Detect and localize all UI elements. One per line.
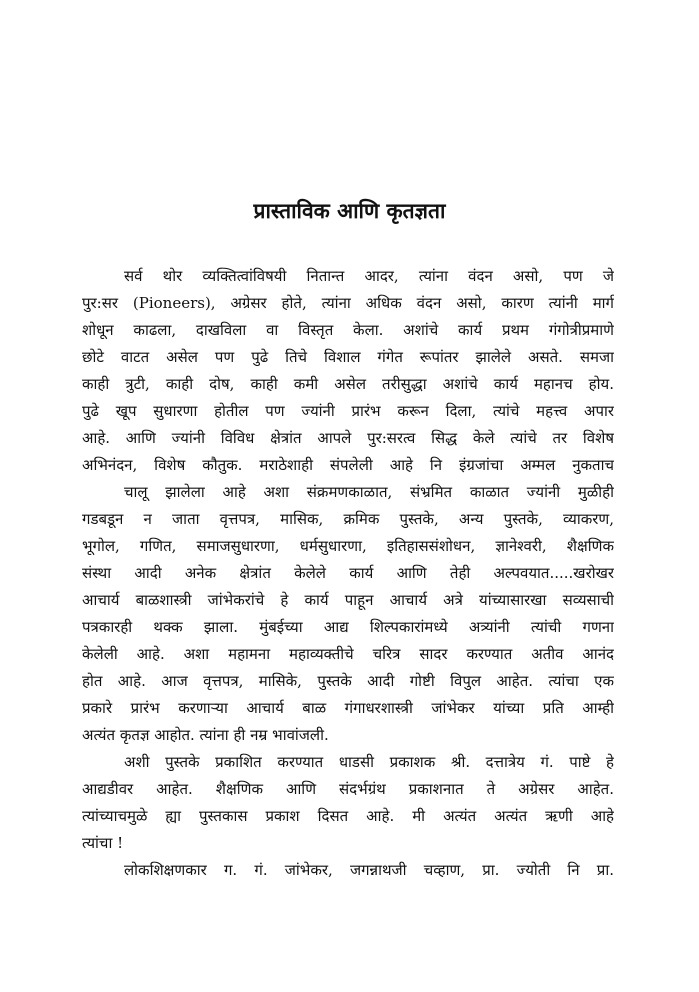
text-line: शोधून काढला, दाखविला वा विस्तृत केला. अशांचे कार्य प्रथम गंगोत्रीप्रमाणे: [82, 321, 614, 339]
text-line: संस्था आदी अनेक क्षेत्रांत केलेले कार्य आणि तेही अल्पवयात.....खरोखर: [82, 564, 614, 582]
text-line: अशी पुस्तके प्रकाशित करण्यात धाडसी प्रकाशक श्री. दत्तात्रेय गं. पाष्टे हे: [124, 753, 614, 771]
text-line: केलेली आहे. अशा महामना महाव्यक्तीचे चरित्र सादर करण्यात अतीव आनंद: [82, 645, 614, 663]
text-line: प्रकारे प्रारंभ करणाऱ्या आचार्य बाळ गंगाधरशास्त्री जांभेकर यांच्या प्रति आम्ही: [82, 699, 614, 717]
text-line: छोटे वाटत असेल पण पुढे तिचे विशाल गंगेत रूपांतर झालेले असते. समजा: [82, 348, 614, 366]
text-line: चालू झालेला आहे अशा संक्रमणकाळात, संभ्रमित काळात ज्यांनी मुळीही: [124, 483, 614, 501]
text-line: होत आहे. आज वृत्तपत्र, मासिके, पुस्तके आदी गोष्टी विपुल आहेत. त्यांचा एक: [82, 672, 614, 690]
text-line: आहे. आणि ज्यांनी विविध क्षेत्रांत आपले पुर:सरत्व सिद्ध केले त्यांचे तर विशेष: [82, 429, 614, 447]
page-title: प्रास्ताविक आणि कृतज्ञता: [253, 199, 446, 223]
text-line: आचार्य बाळशास्त्री जांभेकरांचे हे कार्य पाहून आचार्य अत्रे यांच्यासारखा सव्यसाची: [82, 591, 614, 609]
text-line: आद्यडीवर आहेत. शैक्षणिक आणि संदर्भग्रंथ प्रकाशनात ते अग्रेसर आहेत.: [82, 780, 614, 798]
text-line: त्यांचा !: [82, 834, 124, 852]
text-line: सर्व थोर व्यक्तित्वांविषयी नितान्त आदर, त्यांना वंदन असो, पण जे: [124, 267, 614, 285]
text-line: त्यांच्याचमुळे ह्या पुस्तकास प्रकाश दिसत आहे. मी अत्यंत अत्यंत ऋणी आहे: [82, 807, 614, 825]
text-line: गडबडून न जाता वृत्तपत्र, मासिक, क्रमिक पुस्तके, अन्य पुस्तके, व्याकरण,: [82, 510, 614, 528]
text-line: अभिनंदन, विशेष कौतुक. मराठेशाही संपलेली आहे नि इंग्रजांचा अम्मल नुकताच: [82, 456, 614, 474]
text-line: लोकशिक्षणकार ग. गं. जांभेकर, जगन्नाथजी चव्हाण, प्रा. ज्योती नि प्रा.: [124, 861, 614, 879]
text-line: काही त्रुटी, काही दोष, काही कमी असेल तरीसुद्धा अशांचे कार्य महानच होय.: [82, 375, 614, 393]
text-line: भूगोल, गणित, समाजसुधारणा, धर्मसुधारणा, इतिहाससंशोधन, ज्ञानेश्वरी, शैक्षणिक: [82, 537, 614, 555]
text-line: पुढे खूप सुधारणा होतील पण ज्यांनी प्रारंभ करून दिला, त्यांचे महत्त्व अपार: [82, 402, 614, 420]
text-line: पुर:सर (Pioneers), अग्रेसर होते, त्यांना अधिक वंदन असो, कारण त्यांनी मार्ग: [82, 294, 614, 312]
text-line: अत्यंत कृतज्ञ आहोत. त्यांना ही नम्र भावांजली.: [82, 726, 329, 744]
text-line: पत्रकारही थक्क झाला. मुंबईच्या आद्य शिल्पकारांमध्ये अत्र्यांनी त्यांची गणना: [82, 618, 614, 636]
body-text: [82, 263, 614, 884]
